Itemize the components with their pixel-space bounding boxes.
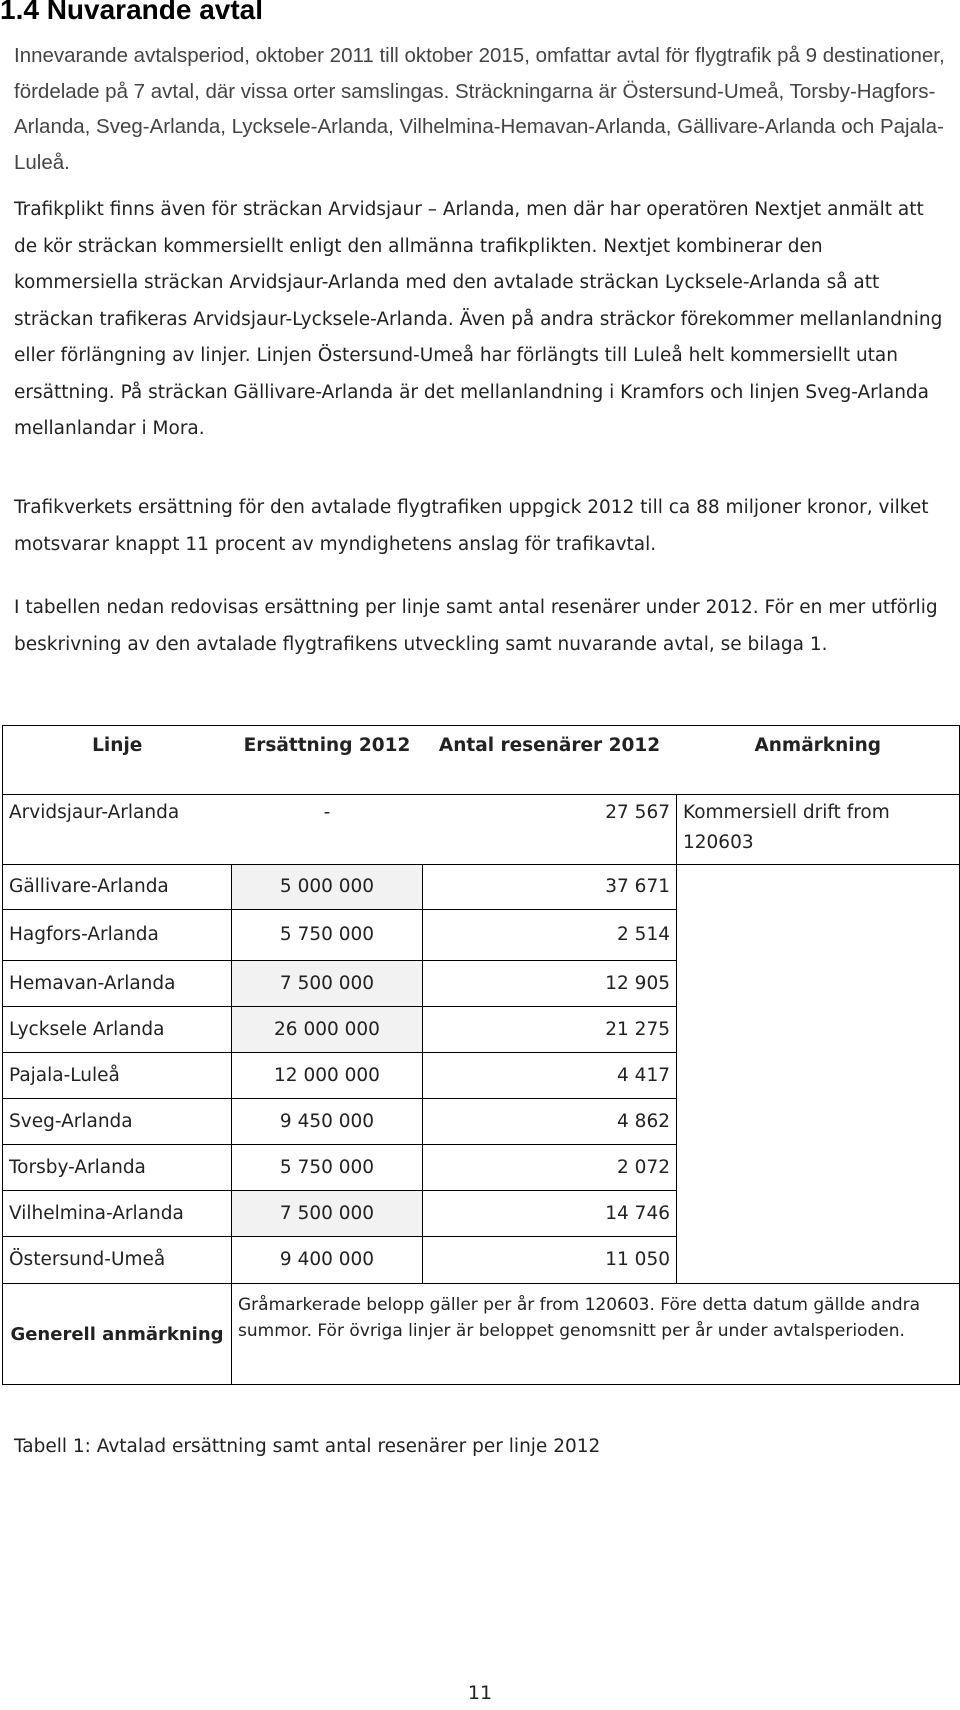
cell-anmarkning [677,1053,960,1099]
general-remark-label: Generell anmärkning [3,1284,232,1385]
cell-ersattning: 12 000 000 [232,1053,423,1099]
cell-ersattning: 5 750 000 [232,910,423,961]
cell-anmarkning [677,1007,960,1053]
paragraph-table-intro: I tabellen nedan redovisas ersättning per linje samt antal resenärer under 2012. För en mer utförlig beskrivning av den avtalade flygtrafikens utveckling samt nuvarande avtal, se bilaga 1. [14,597,938,655]
cell-anmarkning: Kommersiell drift from 120603 [677,795,960,865]
paragraph-contract-period: Innevarande avtalsperiod, oktober 2011 till oktober 2015, omfattar avtal för flygtrafik på 9 destinationer, fördelade på 7 avtal, där vissa orter samslingas. Sträckningarna är Östersund-Umeå, Torsby-Hagfors-Arlanda, Sveg-Arlanda, Lycksele-Arlanda, Vilhelmina-Hemavan-Arlanda, Gällivare-Arlanda och Pajala-Luleå. [14,44,945,174]
cell-resenarer: 4 417 [423,1053,677,1099]
cell-resenarer: 12 905 [423,961,677,1007]
cell-anmarkning [677,1145,960,1191]
cell-linje: Torsby-Arlanda [3,1145,232,1191]
section-heading: 1.4 Nuvarande avtal [0,0,264,25]
cell-linje: Gällivare-Arlanda [3,865,232,910]
cell-linje: Östersund-Umeå [3,1237,232,1284]
page-number: 11 [467,1682,493,1704]
cell-linje: Lycksele Arlanda [3,1007,232,1053]
header-linje: Linje [3,726,232,795]
cell-ersattning: 9 400 000 [232,1237,423,1284]
table-row [3,795,960,865]
table-row [3,1053,960,1099]
cell-resenarer: 37 671 [423,865,677,910]
table-row [3,1145,960,1191]
cell-resenarer: 11 050 [423,1237,677,1284]
table-header-row [3,726,960,795]
cell-anmarkning [677,865,960,910]
compensation-table [2,725,960,1385]
header-anmarkning: Anmärkning [677,726,960,795]
paragraph-compensation: Trafikverkets ersättning för den avtalade flygtrafiken uppgick 2012 till ca 88 miljoner kronor, vilket motsvarar knappt 11 procent av myndighetens anslag för trafikavtal. [14,497,929,555]
table-row [3,1237,960,1284]
cell-resenarer: 21 275 [423,1007,677,1053]
cell-anmarkning [677,910,960,961]
cell-ersattning: 5 750 000 [232,1145,423,1191]
table-row [3,961,960,1007]
table-row [3,910,960,961]
cell-anmarkning [677,1191,960,1237]
cell-anmarkning [677,1099,960,1145]
cell-anmarkning [677,961,960,1007]
cell-linje: Sveg-Arlanda [3,1099,232,1145]
cell-resenarer: 14 746 [423,1191,677,1237]
cell-linje: Hagfors-Arlanda [3,910,232,961]
cell-ersattning: - [232,795,423,865]
cell-ersattning: 26 000 000 [232,1007,423,1053]
cell-linje: Arvidsjaur-Arlanda [3,795,232,865]
general-remark-text: Gråmarkerade belopp gäller per år from 120603. Före detta datum gällde andra summor. För övriga linjer är beloppet genomsnitt per år under avtalsperioden. [232,1284,960,1385]
cell-resenarer: 2 072 [423,1145,677,1191]
table-row [3,1099,960,1145]
cell-anmarkning [677,1237,960,1284]
cell-ersattning: 9 450 000 [232,1099,423,1145]
cell-linje: Hemavan-Arlanda [3,961,232,1007]
paragraph-traffic-obligation: Trafikplikt finns även för sträckan Arvidsjaur – Arlanda, men där har operatören Nextjet anmält att de kör sträckan kommersiellt enligt den allmänna trafikplikten. Nextjet kombinerar den kommersiella sträckan Arvidsjaur-Arlanda med den avtalade sträckan Lycksele-Arlanda så att sträckan trafikeras Arvidsjaur-Lycksele-Arlanda. Även på andra sträckor förekommer mellanlandning eller förlängning av linjer. Linjen Östersund-Umeå har förlängts till Luleå helt kommersiellt utan ersättning. På sträckan Gällivare-Arlanda är det mellanlandning i Kramfors och linjen Sveg-Arlanda mellanlandar i Mora. [14,199,943,439]
cell-ersattning: 5 000 000 [232,865,423,910]
cell-resenarer: 27 567 [423,795,677,865]
cell-resenarer: 2 514 [423,910,677,961]
cell-resenarer: 4 862 [423,1099,677,1145]
general-remark-row [3,1284,960,1385]
table-row [3,1007,960,1053]
cell-ersattning: 7 500 000 [232,1191,423,1237]
header-resenarer: Antal resenärer 2012 [423,726,677,795]
cell-linje: Vilhelmina-Arlanda [3,1191,232,1237]
table-row [3,1191,960,1237]
header-ersattning: Ersättning 2012 [232,726,423,795]
table-row [3,865,960,910]
cell-ersattning: 7 500 000 [232,961,423,1007]
cell-linje: Pajala-Luleå [3,1053,232,1099]
table-caption: Tabell 1: Avtalad ersättning samt antal resenärer per linje 2012 [14,1436,601,1457]
